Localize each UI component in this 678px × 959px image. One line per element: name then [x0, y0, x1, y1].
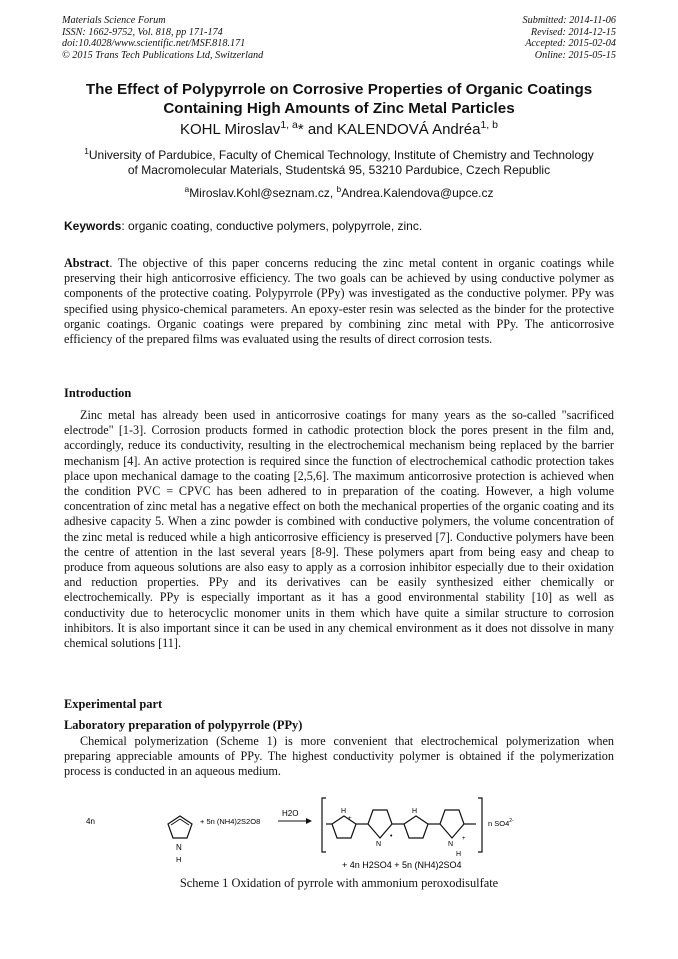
affiliation-number: 1: [84, 146, 89, 156]
svg-text:H: H: [341, 808, 347, 815]
abstract-label: Abstract: [64, 256, 110, 270]
pyrrole-hydrogen: H: [176, 855, 182, 864]
email-a[interactable]: Miroslav.Kohl@seznam.cz,: [189, 186, 337, 200]
journal-name: Materials Science Forum: [62, 15, 166, 26]
pyrrole-double-bond-1: [171, 819, 180, 825]
abstract-text: . The objective of this paper concerns reducing the zinc metal content in organic coatings while preserving their high anticorrosive efficiency. The two goals can be achieved by using conductive polymer as components of the protective coating. Polypyrrole (PPy) was investigated as the conductive polymer. PPy was specified using physico-chemical parameters. An epoxy-ester resin was selected as the binder for the protective organic coatings. Organic coatings were prepared by combining zinc metal with PPy. The anticorrosive efficiency of the prepared films was evaluated using the results of direct corrosion tests.: [64, 256, 614, 347]
ppy-prep-heading: Laboratory preparation of polypyrrole (PPy): [64, 718, 303, 732]
author-list: [64, 121, 614, 138]
svg-text:+: +: [462, 836, 466, 842]
title-line-2: Containing High Amounts of Zinc Metal Particles: [163, 100, 515, 117]
title-line-1: The Effect of Polypyrrole on Corrosive Properties of Organic Coatings: [85, 81, 593, 98]
solvent-label: H2O: [282, 809, 299, 818]
author-1-affil: 1, a: [280, 119, 298, 131]
svg-text:H: H: [412, 808, 418, 815]
svg-text:H: H: [456, 851, 462, 858]
paper-title: [64, 80, 614, 118]
polymer-ring-4: [440, 810, 466, 858]
keywords: [64, 219, 614, 233]
online-date: Online: 2015-05-15: [534, 49, 616, 61]
scheme-caption: Scheme 1 Oxidation of pyrrole with ammonium peroxodisulfate: [179, 876, 499, 890]
introduction-heading: Introduction: [64, 386, 132, 400]
journal-doi: doi:10.4028/www.scientific.net/MSF.818.171: [62, 38, 246, 50]
affiliation: [64, 148, 614, 178]
submission-dates: [523, 15, 616, 61]
affiliation-line-1: University of Pardubice, Faculty of Chemical Technology, Institute of Chemistry and Technology: [88, 148, 594, 162]
author-emails: [64, 186, 614, 200]
svg-text:N: N: [376, 841, 382, 848]
corresponding-mark: *: [297, 121, 304, 138]
polymer-ring-2: [368, 810, 393, 848]
polymer-ring-1: [332, 808, 356, 838]
by-products: + 4n H2SO4 + 5n (NH4)2SO4: [342, 860, 462, 870]
journal-info: [62, 15, 263, 61]
pyrrole-nitrogen: N: [176, 843, 182, 852]
scheme-1-reaction: [86, 788, 536, 876]
experimental-heading: Experimental part: [64, 697, 163, 711]
email-a-mark: a: [184, 184, 190, 194]
oxidant-reagent: + 5n (NH4)2S2O8: [200, 817, 261, 826]
email-b-mark: b: [336, 184, 342, 194]
svg-text:•: •: [390, 833, 393, 840]
author-1: KOHL Miroslav: [180, 121, 281, 138]
author-2-affil: 1, b: [480, 119, 498, 131]
journal-issn: ISSN: 1662-9752, Vol. 818, pp 171-174: [62, 26, 223, 38]
svg-text:N: N: [448, 841, 454, 848]
keywords-label: Keywords: [64, 219, 122, 233]
experimental-text: Chemical polymerization (Scheme 1) is more convenient that electrochemical polymerization when preparing appreciable amounts of PPy. The highest conductivity polymer is obtained if the polymerization process is conducted in an aqueous medium.: [64, 734, 614, 779]
svg-text:+: +: [348, 816, 352, 822]
reaction-arrow-head: [306, 818, 312, 824]
counter-ion: n $SO4^{2-}$: [488, 818, 514, 828]
email-b[interactable]: Andrea.Kalendova@upce.cz: [341, 186, 494, 200]
pyrrole-double-bond-2: [180, 819, 189, 825]
author-2: KALENDOVÁ Andréa: [337, 121, 481, 138]
polymer-bracket-left: [322, 798, 326, 852]
polymer-ring-3: [404, 808, 428, 838]
abstract: [64, 256, 614, 347]
journal-copyright: © 2015 Trans Tech Publications Ltd, Switzerland: [62, 49, 264, 61]
keywords-text: : organic coating, conductive polymers, polypyrrole, zinc.: [121, 219, 423, 233]
revised-date: Revised: 2014-12-15: [530, 26, 616, 38]
submitted-date: Submitted: 2014-11-06: [522, 15, 616, 26]
pyrrole-coefficient: 4n: [86, 817, 95, 826]
introduction-text: Zinc metal has already been used in anticorrosive coatings for many years as the so-called "sacrificed electrode" [1-3]. Corrosion products formed in cathodic protection block the pores present in the film and, accordingly, reduce its conductivity, resulting in the electrochemical mechanism being replaced by the barrier mechanism [4]. An active protection is required since the function of electrochemical cathodic protection takes place upon mechanical damage to the coating [2,5,6]. The maximum anticorrosive protection is achieved when the condition PVC = CPVC has been adhered to in preparation of the coating. However, a high volume concentration of zinc metal has a negative effect on both the mechanical properties of the organic coating and its adhesive capacity 5. When a zinc powder is combined with conductive polymers, the volume concentration of the zinc metal is reduced while a high anticorrosive efficiency is preserved [7]. Conductive polymers have been the centre of attention in the last several years [8-9]. These polymers apart from being easy and cheap to produce from aqueous solutions are also easy to apply as a corrosion inhibitor especially due to their oxidation and reduction properties. PPy and its derivatives can be easily synthesized either chemically or electrochemically. PPy is especially important as it has a good environmental stability [10] as well as conductivity due to heterocyclic monomer units in them which have quite a similar structure to corrosion inhibitors. It is also important since it can be used in any chemical environment as it does not dissolve in many chemical solutions [11].: [64, 408, 614, 651]
accepted-date: Accepted: 2015-02-04: [525, 38, 616, 50]
author-conjunction: and: [303, 121, 338, 138]
polymer-bracket-right: [478, 798, 482, 852]
affiliation-line-2: of Macromolecular Materials, Studentská 95, 53210 Pardubice, Czech Republic: [127, 163, 551, 177]
